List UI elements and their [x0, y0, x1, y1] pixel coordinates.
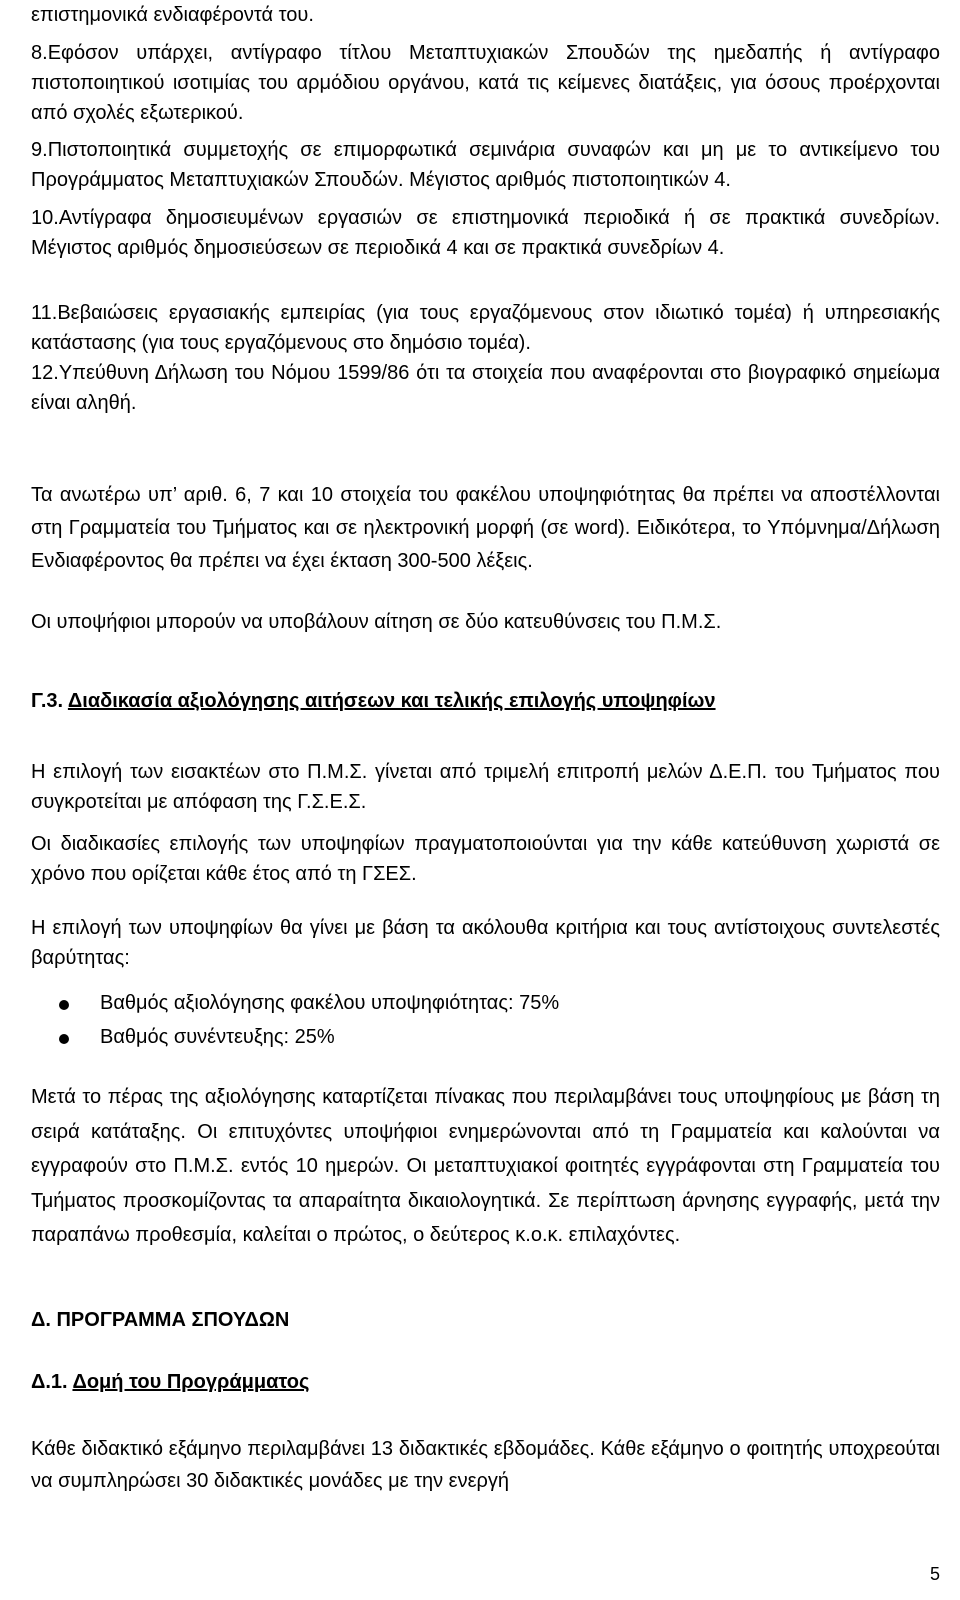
bullet-icon: [59, 1000, 69, 1010]
item-number: 8.: [31, 42, 48, 64]
bullet-icon: [59, 1034, 69, 1044]
para-procedures: Οι διαδικασίες επιλογής των υποψηφίων πραγματοποιούνται για την κάθε κατεύθυνση χωριστά σε χρόνο που ορίζεται κάθε έτος από τη ΓΣΕΣ.: [31, 833, 940, 885]
list-item-10: [31, 203, 940, 263]
item-text: Αντίγραφα δημοσιευμένων εργασιών σε επιστημονικά περιοδικά ή σε πρακτικά συνεδρίων. Μέγιστος αριθμός δημοσιεύσεων σε περιοδικά 4 και σε πρακτικά συνεδρίων 4.: [31, 207, 940, 259]
para-committee: Η επιλογή των εισακτέων στο Π.Μ.Σ. γίνεται από τριμελή επιτροπή μελών Δ.Ε.Π. του Τμήματος που συγκροτείται με απόφαση της Γ.Σ.Ε.Σ.: [31, 761, 940, 813]
item-text: Υπεύθυνη Δήλωση του Νόμου 1599/86 ότι τα στοιχεία που αναφέρονται στο βιογραφικό σημείωμα είναι αληθή.: [31, 362, 940, 414]
heading-g3-title: Διαδικασία αξιολόγησης αιτήσεων και τελικής επιλογής υποψηφίων: [67, 690, 716, 712]
para-ranking: Μετά το πέρας της αξιολόγησης καταρτίζεται πίνακας που περιλαμβάνει τους υποψηφίους με βάση τη σειρά κατάταξης. Οι επιτυχόντες υποψήφιοι ενημερώνονται από τη Γραμματεία και καλούνται να εγγραφούν στο Π.Μ.Σ. εντός 10 ημερών. Οι μεταπτυχιακοί φοιτητές εγγράφονται στη Γραμματεία του Τμήματος προσκομίζοντας τα απαραίτητα δικαιολογητικά. Σε περίπτωση άρνησης εγγραφής, μετά την παραπάνω προθεσμία, καλείται ο πρώτος, ο δεύτερος κ.ο.κ. επιλαχόντες.: [31, 1086, 940, 1246]
heading-d1: [31, 1367, 940, 1397]
para-criteria: Η επιλογή των υποψηφίων θα γίνει με βάση τα ακόλουθα κριτήρια και τους αντίστοιχους συντελεστές βαρύτητας:: [31, 917, 940, 969]
item-number: 12.: [31, 362, 59, 384]
heading-d1-number: Δ.1.: [31, 1371, 68, 1393]
item-text: Βεβαιώσεις εργασιακής εμπειρίας (για τους εργαζόμενους στον ιδιωτικό τομέα) ή υπηρεσιακής κατάστασης (για τους εργαζόμενους στο δημόσιο τομέα).: [31, 302, 940, 354]
item-number: 11.: [31, 302, 58, 324]
item-number: 10.: [31, 207, 59, 229]
para-directions: Οι υποψήφιοι μπορούν να υποβάλουν αίτηση σε δύο κατευθύνσεις του Π.Μ.Σ.: [31, 611, 722, 633]
list-item-12: [31, 358, 940, 418]
para-submit: Τα ανωτέρω υπ’ αριθ. 6, 7 και 10 στοιχεία του φακέλου υποψηφιότητας θα πρέπει να αποστέλλονται στη Γραμματεία του Τμήματος και σε ηλεκτρονική μορφή (σε word). Ειδικότερα, το Υπόμνημα/Δήλωση Ενδιαφέροντος θα πρέπει να έχει έκταση 300-500 λέξεις.: [31, 484, 940, 572]
bullet-text: Βαθμός συνέντευξης: 25%: [100, 1026, 335, 1048]
item-text: Εφόσον υπάρχει, αντίγραφο τίτλου Μεταπτυχιακών Σπουδών της ημεδαπής ή αντίγραφο πιστοποιητικού ισοτιμίας του αρμόδιου οργάνου, κατά τις κείμενες διατάξεις, για όσους προέρχονται από σχολές εξωτερικού.: [31, 42, 940, 124]
heading-g3: [31, 686, 940, 716]
intro-tail: επιστημονικά ενδιαφέροντά του.: [31, 4, 314, 26]
heading-d1-title: Δομή του Προγράμματος: [72, 1371, 310, 1393]
page-number: 5: [929, 1564, 940, 1584]
heading-g3-number: Γ.3.: [31, 690, 64, 712]
list-item-8: [31, 38, 940, 128]
para-structure: Κάθε διδακτικό εξάμηνο περιλαμβάνει 13 διδακτικές εβδομάδες. Κάθε εξάμηνο ο φοιτητής υποχρεούται να συμπληρώσει 30 διδακτικές μονάδες με την ενεργή: [31, 1438, 940, 1492]
item-number: 9.: [31, 139, 48, 161]
list-item-9: [31, 135, 940, 195]
list-item-11: [31, 298, 940, 358]
item-text: Πιστοποιητικά συμμετοχής σε επιμορφωτικά σεμινάρια συναφών και μη με το αντικείμενο του Προγράμματος Μεταπτυχιακών Σπουδών. Μέγιστος αριθμός πιστοποιητικών 4.: [31, 139, 940, 191]
heading-d: Δ. ΠΡΟΓΡΑΜΜΑ ΣΠΟΥΔΩΝ: [31, 1309, 290, 1331]
bullet-text: Βαθμός αξιολόγησης φακέλου υποψηφιότητας: 75%: [100, 992, 560, 1014]
